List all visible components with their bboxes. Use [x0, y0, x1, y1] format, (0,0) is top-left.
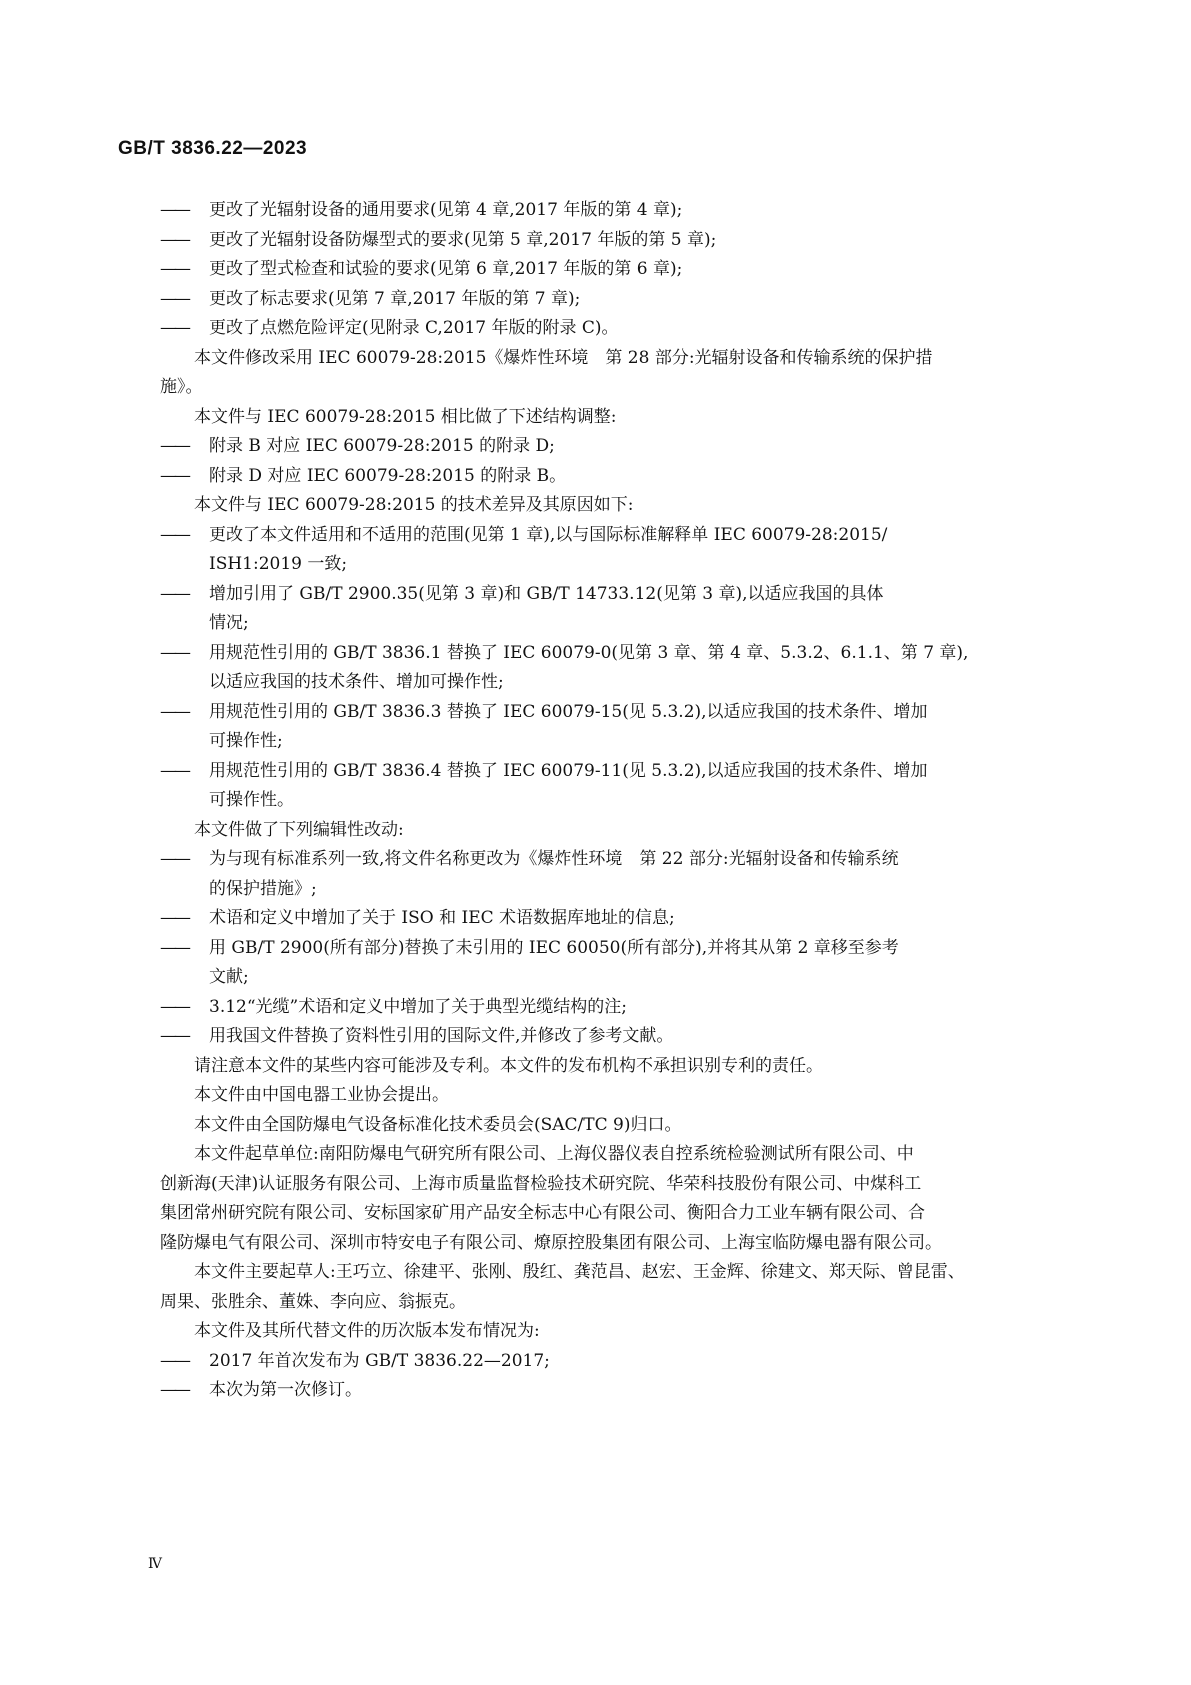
page-number: Ⅳ [148, 1556, 162, 1572]
tech-diff-line: 以适应我国的技术条件、增加可操作性; [209, 672, 504, 692]
change-text: 更改了型式检查和试验的要求(见第 6 章,2017 年版的第 6 章); [209, 259, 683, 279]
change-item [160, 196, 1060, 226]
change-text: 更改了标志要求(见第 7 章,2017 年版的第 7 章); [209, 288, 581, 309]
tech-diff-item [160, 698, 1060, 757]
history-item [160, 1376, 1060, 1406]
structure-text: 附录 B 对应 IEC 60079-28:2015 的附录 D; [209, 436, 555, 456]
editorial-item [160, 934, 1060, 993]
change-item [160, 255, 1060, 285]
editorial-line: 术语和定义中增加了关于 ISO 和 IEC 术语数据库地址的信息; [209, 908, 675, 928]
structure-item [160, 462, 1060, 492]
dash-mark: —— [160, 937, 188, 958]
drafting-units: 本文件起草单位:南阳防爆电气研究所有限公司、上海仪器仪表自控系统检验测试所有限公司、中 [194, 1144, 914, 1164]
tech-diff-line: 用规范性引用的 GB/T 3836.3 替换了 IEC 60079-15(见 5.3.2),以适应我国的技术条件、增加 [209, 701, 928, 722]
editorial-item [160, 1022, 1060, 1052]
document-code-header: GB/T 3836.22—2023 [118, 138, 308, 159]
change-item [160, 285, 1060, 315]
dash-mark: —— [160, 701, 188, 722]
change-text: 更改了光辐射设备的通用要求(见第 4 章,2017 年版的第 4 章); [209, 200, 683, 220]
editorial-line: 用我国文件替换了资料性引用的国际文件,并修改了参考文献。 [209, 1026, 674, 1046]
dash-mark: —— [160, 436, 188, 456]
dash-mark: —— [160, 229, 188, 250]
editorial-line: 文献; [209, 967, 249, 987]
tech-diff-line: 用规范性引用的 GB/T 3836.4 替换了 IEC 60079-11(见 5.3.2),以适应我国的技术条件、增加 [209, 760, 928, 781]
dash-mark: —— [160, 1380, 188, 1400]
structure-item [160, 432, 1060, 462]
dash-mark: —— [160, 465, 188, 486]
drafters-continued: 周果、张胜余、董姝、李向应、翁振克。 [160, 1291, 466, 1312]
adoption-statement-continued: 施》。 [160, 377, 203, 397]
drafting-units-continued: 集团常州研究院有限公司、安标国家矿用产品安全标志中心有限公司、衡阳合力工业车辆有限公司、合 [160, 1203, 925, 1223]
editorial-item [160, 845, 1060, 904]
tech-diff-line: 情况; [209, 613, 249, 633]
change-text: 更改了光辐射设备防爆型式的要求(见第 5 章,2017 年版的第 5 章); [209, 229, 717, 250]
tech-diff-line: 可操作性; [209, 731, 283, 751]
editorial-item [160, 993, 1060, 1023]
dash-mark: —— [160, 1026, 188, 1046]
history-item [160, 1347, 1060, 1377]
editorial-line: 为与现有标准系列一致,将文件名称更改为《爆炸性环境 第 22 部分:光辐射设备和传输系统 [209, 849, 899, 869]
dash-mark: —— [160, 583, 188, 604]
change-item [160, 314, 1060, 344]
dash-mark: —— [160, 259, 188, 279]
tech-diff-item [160, 580, 1060, 639]
dash-mark: —— [160, 849, 188, 869]
drafting-units-continued: 隆防爆电气有限公司、深圳市特安电子有限公司、燎原控股集团有限公司、上海宝临防爆电器有限公司。 [160, 1232, 942, 1253]
tech-diff-line: ISH1:2019 一致; [209, 554, 348, 574]
tech-diff-item [160, 521, 1060, 580]
editorial-line: 3.12“光缆”术语和定义中增加了关于典型光缆结构的注; [209, 996, 627, 1017]
dash-mark: —— [160, 200, 188, 220]
tech-diff-line: 用规范性引用的 GB/T 3836.1 替换了 IEC 60079-0(见第 3 章、第 4 章、5.3.2、6.1.1、第 7 章), [209, 642, 969, 663]
adoption-statement: 本文件修改采用 IEC 60079-28:2015《爆炸性环境 第 28 部分:光辐射设备和传输系统的保护措 [194, 347, 933, 368]
history-text: 本次为第一次修订。 [209, 1380, 362, 1400]
tech-diff-line: 更改了本文件适用和不适用的范围(见第 1 章),以与国际标准解释单 IEC 60079-28:2015/ [209, 524, 888, 545]
dash-mark: —— [160, 760, 188, 781]
history-intro: 本文件及其所代替文件的历次版本发布情况为: [194, 1321, 540, 1341]
managed-by: 本文件由全国防爆电气设备标准化技术委员会(SAC/TC 9)归口。 [194, 1114, 682, 1135]
tech-diff-intro: 本文件与 IEC 60079-28:2015 的技术差异及其原因如下: [194, 495, 634, 515]
editorial-item [160, 904, 1060, 934]
editorial-line: 的保护措施》; [209, 878, 317, 899]
change-item [160, 226, 1060, 256]
dash-mark: —— [160, 996, 188, 1017]
foreword-body [160, 196, 1060, 1406]
structure-text: 附录 D 对应 IEC 60079-28:2015 的附录 B。 [209, 465, 567, 486]
change-text: 更改了点燃危险评定(见附录 C,2017 年版的附录 C)。 [209, 318, 619, 338]
proposed-by: 本文件由中国电器工业协会提出。 [194, 1085, 449, 1105]
tech-diff-item [160, 757, 1060, 816]
dash-mark: —— [160, 1350, 188, 1371]
dash-mark: —— [160, 318, 188, 338]
tech-diff-line: 增加引用了 GB/T 2900.35(见第 3 章)和 GB/T 14733.12(见第 3 章),以适应我国的具体 [209, 583, 884, 604]
history-text: 2017 年首次发布为 GB/T 3836.22—2017; [209, 1350, 550, 1371]
drafters: 本文件主要起草人:王巧立、徐建平、张刚、殷红、龚范昌、赵宏、王金辉、徐建文、郑天际、曾昆雷、 [194, 1262, 965, 1282]
patent-notice: 请注意本文件的某些内容可能涉及专利。本文件的发布机构不承担识别专利的责任。 [194, 1055, 823, 1076]
editorial-line: 用 GB/T 2900(所有部分)替换了未引用的 IEC 60050(所有部分),并将其从第 2 章移至参考 [209, 937, 899, 958]
tech-diff-line: 可操作性。 [209, 790, 294, 810]
editorial-intro: 本文件做了下列编辑性改动: [194, 819, 404, 840]
structure-intro: 本文件与 IEC 60079-28:2015 相比做了下述结构调整: [194, 406, 617, 427]
dash-mark: —— [160, 524, 188, 545]
tech-diff-item [160, 639, 1060, 698]
dash-mark: —— [160, 908, 188, 928]
dash-mark: —— [160, 288, 188, 309]
dash-mark: —— [160, 642, 188, 663]
drafting-units-continued: 创新海(天津)认证服务有限公司、上海市质量监督检验技术研究院、华荣科技股份有限公司、中煤科工 [160, 1173, 922, 1194]
